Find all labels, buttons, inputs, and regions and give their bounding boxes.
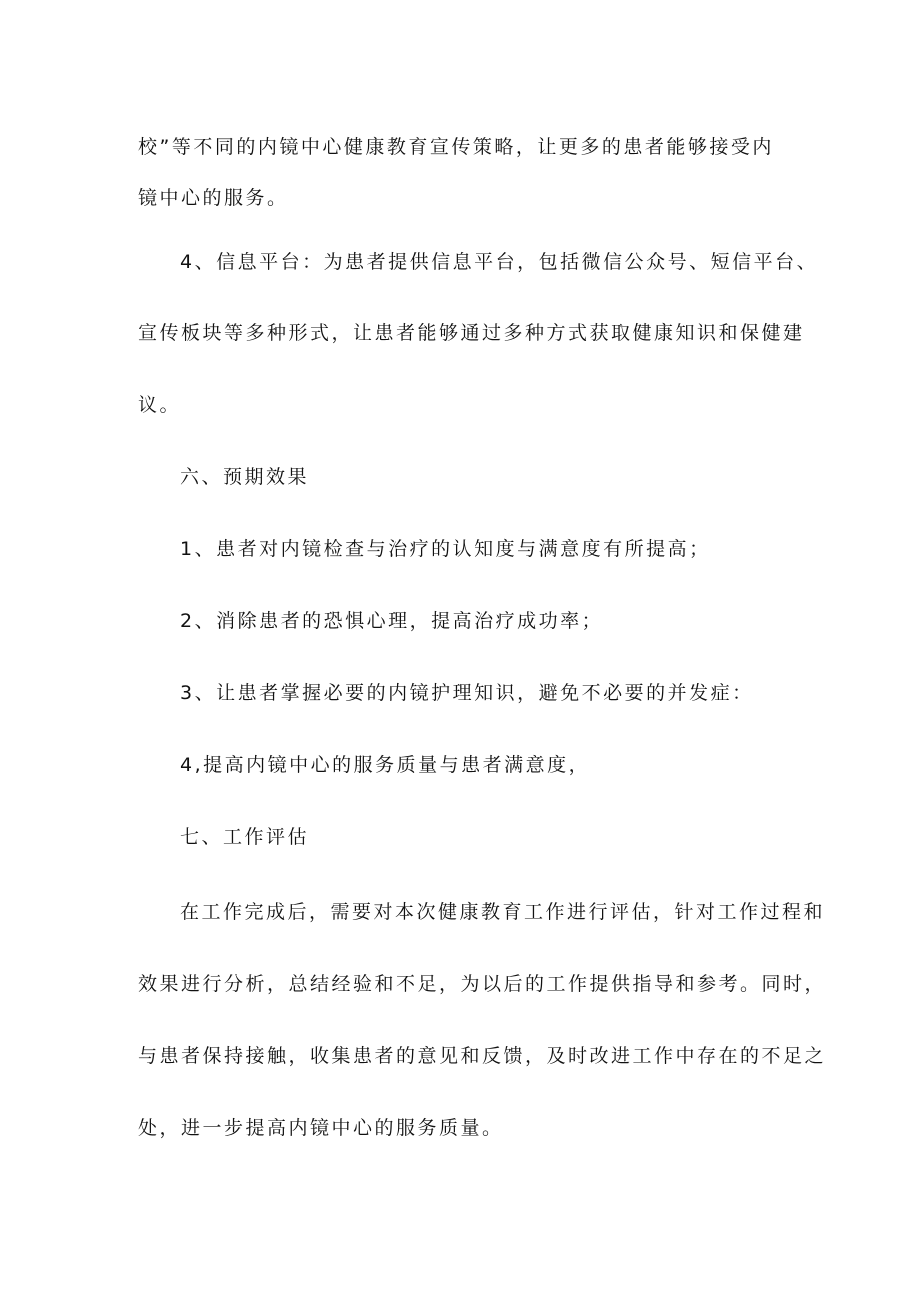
list-item-info-platform: 4、信息平台：为患者提供信息平台，包括微信公众号、短信平台、	[180, 251, 819, 273]
list-item: 3、让患者掌握必要的内镜护理知识，避免不必要的并发症：	[180, 682, 754, 704]
list-item: 1、患者对内镜检查与治疗的认知度与满意度有所提高；	[180, 538, 711, 560]
paragraph-line: 校”等不同的内镜中心健康教育宣传策略，让更多的患者能够接受内	[138, 136, 774, 158]
paragraph-line: 在工作完成后，需要对本次健康教育工作进行评估，针对工作过程和	[180, 901, 826, 923]
paragraph-line: 处，进一步提高内镜中心的服务质量。	[138, 1117, 504, 1139]
paragraph-line: 镜中心的服务。	[138, 187, 289, 209]
section-heading-work-evaluation: 七、工作评估	[180, 826, 310, 848]
list-item: 4,提高内镜中心的服务质量与患者满意度，	[180, 754, 591, 776]
paragraph-line: 与患者保持接触，收集患者的意见和反馈，及时改进工作中存在的不足之	[138, 1045, 827, 1067]
paragraph-line: 宣传板块等多种形式，让患者能够通过多种方式获取健康知识和保健建	[138, 322, 805, 344]
list-item: 2、消除患者的恐惧心理，提高治疗成功率；	[180, 610, 604, 632]
paragraph-line: 议。	[138, 394, 182, 416]
paragraph-line: 效果进行分析，总结经验和不足，为以后的工作提供指导和参考。同时，	[138, 973, 827, 995]
section-heading-expected-effects: 六、预期效果	[180, 466, 310, 488]
